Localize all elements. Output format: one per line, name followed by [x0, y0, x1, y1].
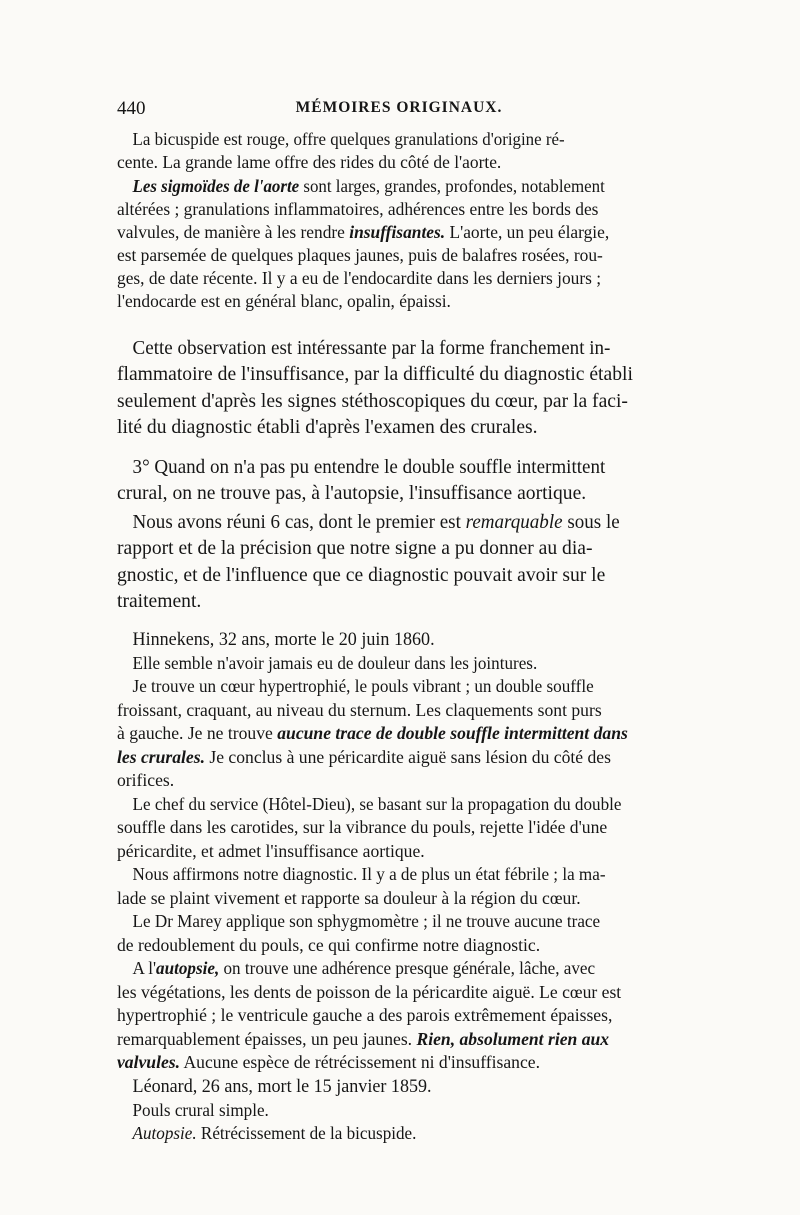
paragraph-bicuspide	[117, 128, 681, 174]
text-line: La bicuspide est rouge, offre quelques granulations d'origine ré-	[132, 129, 565, 149]
text-line: flammatoire de l'insuffisance, par la difficulté du diagnostic établi	[117, 364, 633, 386]
text-segment: à gauche. Je ne trouve	[117, 723, 278, 743]
italic-phrase: Autopsie.	[132, 1123, 197, 1143]
text-line: hypertrophié ; le ventricule gauche a des parois extrêmement épaisses,	[117, 1005, 613, 1025]
text-line: crural, on ne trouve pas, à l'autopsie, l'insuffisance aortique.	[117, 483, 587, 505]
text-line: Elle semble n'avoir jamais eu de douleur dans les jointures.	[132, 652, 538, 673]
text-line	[117, 175, 665, 198]
text-line: de redoublement du pouls, ce qui confirme notre diagnostic.	[117, 934, 541, 955]
text-line: 3° Quand on n'a pas pu entendre le double souffle intermittent	[132, 457, 606, 478]
text-line: cente. La grande lame offre des rides du côté de l'aorte.	[117, 152, 502, 173]
text-line: péricardite, et admet l'insuffisance aortique.	[117, 840, 425, 861]
observation-title: Hinnekens, 32 ans, morte le 20 juin 1860.	[132, 629, 435, 650]
observation-leonard	[117, 1075, 681, 1146]
page-header	[117, 98, 681, 124]
italic-phrase: valvules.	[117, 1052, 181, 1072]
text-line: traitement.	[117, 590, 202, 612]
text-segment: sous le	[562, 512, 620, 533]
text-line: est parsemée de quelques plaques jaunes, puis de balafres rosées, rou-	[117, 245, 603, 266]
text-line: seulement d'après les signes stéthoscopiques du cœur, par la faci-	[117, 390, 628, 412]
text-line	[117, 221, 681, 244]
text-line: gnostic, et de l'influence que ce diagnostic pouvait avoir sur le	[117, 564, 606, 586]
text-segment: Rétrécissement de la bicuspide.	[196, 1123, 417, 1143]
paragraph-six-cases	[117, 510, 681, 615]
italic-phrase: remarquable	[465, 512, 563, 533]
text-line: les végétations, les dents de poisson de la péricardite aiguë. Le cœur est	[117, 981, 622, 1002]
text-line: Pouls crural simple.	[132, 1099, 269, 1120]
text-line: altérées ; granulations inflammatoires, adhérences entre les bords des	[117, 199, 599, 220]
paragraph-point-3	[117, 455, 681, 508]
text-line: souffle dans les carotides, sur la vibrance du pouls, rejette l'idée d'une	[117, 817, 608, 837]
italic-phrase: aucune trace de double souffle intermittent dans	[277, 723, 628, 743]
text-line	[117, 722, 681, 746]
text-line: rapport et de la précision que notre signe a pu donner au dia-	[117, 538, 593, 560]
text-line: orifices.	[117, 770, 175, 790]
text-line	[117, 1028, 681, 1052]
italic-phrase: Les sigmoïdes de l'aorte	[132, 176, 300, 196]
paragraph-sigmoides	[117, 175, 681, 314]
italic-phrase: insuffisantes.	[349, 222, 446, 243]
text-line: ges, de date récente. Il y a eu de l'endocardite dans les derniers jours ;	[117, 268, 602, 289]
text-segment: A l'	[132, 958, 157, 978]
text-segment: Je conclus à une péricardite aiguë sans lésion du côté des	[204, 746, 611, 767]
text-segment: Nous avons réuni 6 cas, dont le premier est	[132, 512, 466, 533]
text-line	[117, 957, 665, 981]
text-segment: L'aorte, un peu élargie,	[445, 222, 610, 243]
text-line: Le chef du service (Hôtel-Dieu), se basant sur la propagation du double	[132, 793, 622, 814]
text-line: lité du diagnostic établi d'après l'examen des crurales.	[117, 416, 538, 438]
text-segment: Aucune espèce de rétrécissement ni d'insuffisance.	[180, 1052, 540, 1072]
text-line	[117, 510, 665, 536]
text-segment: sont larges, grandes, profondes, notablement	[299, 176, 605, 196]
page-number: 440	[117, 98, 146, 119]
italic-phrase: les crurales.	[117, 746, 205, 767]
observation-hinnekens	[117, 628, 681, 1075]
text-line: Nous affirmons notre diagnostic. Il y a de plus un état fébrile ; la ma-	[132, 864, 606, 884]
text-line: Cette observation est intéressante par la forme franchement in-	[132, 338, 611, 359]
text-segment: remarquablement épaisses, un peu jaunes.	[117, 1028, 417, 1049]
paragraph-observation-interest	[117, 336, 681, 441]
observation-title: Léonard, 26 ans, mort le 15 janvier 1859.	[132, 1076, 432, 1097]
running-title: MÉMOIRES ORIGINAUX.	[295, 99, 503, 116]
text-segment: valvules, de manière à les rendre	[117, 222, 350, 243]
text-line	[117, 746, 681, 770]
italic-phrase: Rien, absolument rien aux	[416, 1028, 610, 1049]
text-line: Le Dr Marey applique son sphygmomètre ; il ne trouve aucune trace	[132, 911, 601, 931]
italic-phrase: autopsie,	[156, 958, 220, 978]
text-line	[117, 1122, 665, 1146]
text-segment: on trouve une adhérence presque générale, lâche, avec	[219, 958, 596, 978]
text-line	[117, 1051, 681, 1075]
text-line: l'endocarde est en général blanc, opalin, épaissi.	[117, 291, 451, 312]
text-line: froissant, craquant, au niveau du sternum. Les claquements sont purs	[117, 699, 602, 720]
text-line: Je trouve un cœur hypertrophié, le pouls vibrant ; un double souffle	[132, 676, 594, 696]
text-line: lade se plaint vivement et rapporte sa douleur à la région du cœur.	[117, 887, 581, 908]
